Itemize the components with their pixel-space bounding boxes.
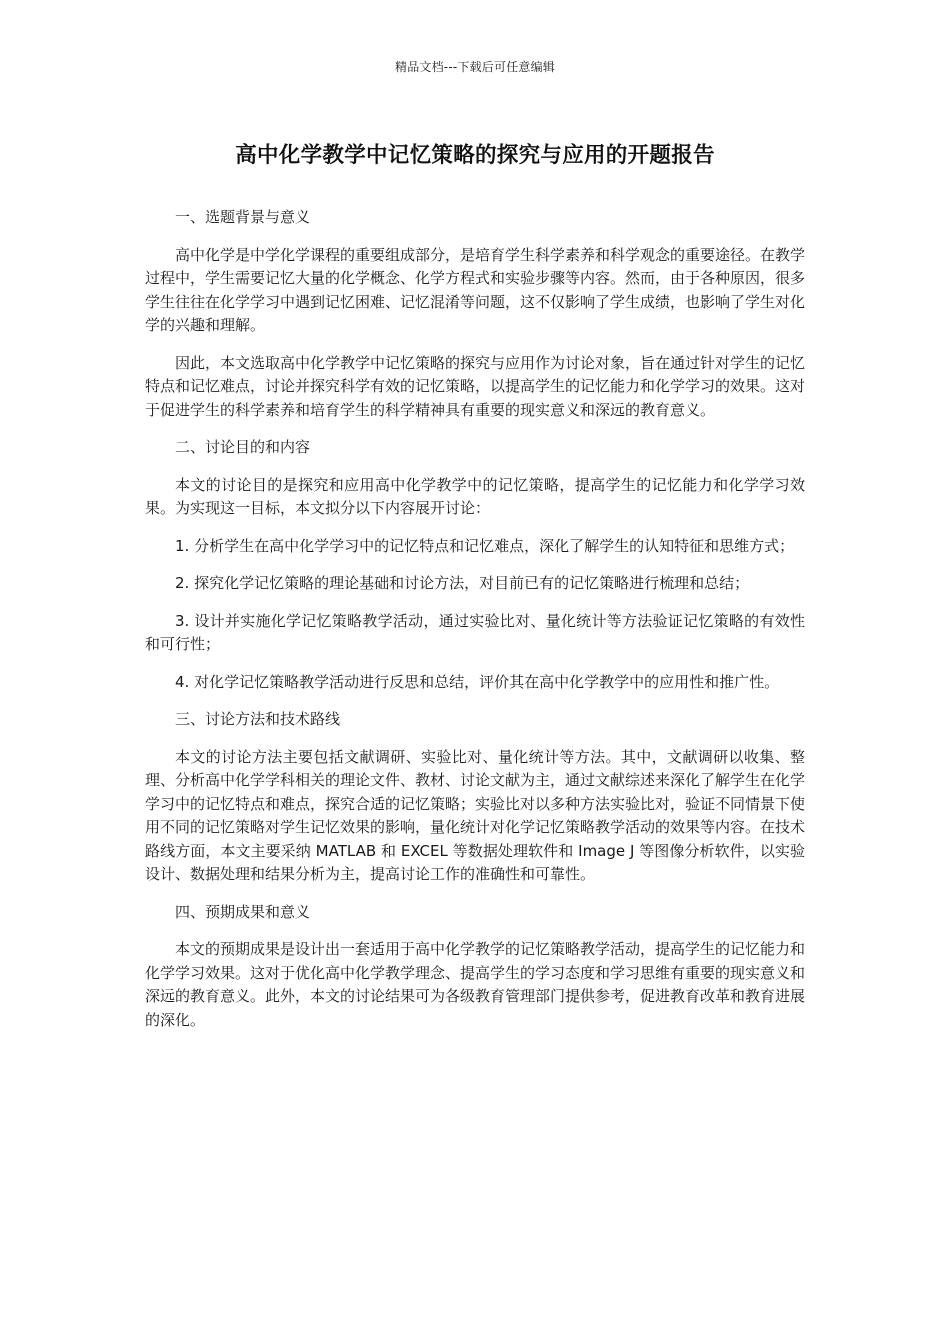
header-note: 精品文档---下载后可任意编辑: [395, 60, 555, 74]
list-item: 2. 探究化学记忆策略的理论基础和讨论方法，对目前已有的记忆策略进行梳理和总结；: [175, 574, 750, 592]
section-heading-methods: 三、讨论方法和技术路线: [175, 710, 341, 728]
paragraph: 本文的预期成果是设计出一套适用于高中化学教学的记忆策略教学活动，提高学生的记忆能力和化学学习效果。这对于优化高中化学教学理念、提高学生的学习态度和学习思维有重要的现实意义和深远的教育意义。此外，本文的讨论结果可为各级教育管理部门提供参考，促进教育改革和教育进展的深化。: [145, 940, 806, 1029]
list-item: 4. 对化学记忆策略教学活动进行反思和总结，评价其在高中化学教学中的应用性和推广性。: [175, 672, 780, 691]
paragraph: 因此，本文选取高中化学教学中记忆策略的探究与应用作为讨论对象，旨在通过针对学生的记忆特点和记忆难点，讨论并探究科学有效的记忆策略，以提高学生的记忆能力和化学学习的效果。这对于促进学生的科学素养和培育学生的科学精神具有重要的现实意义和深远的教育意义。: [145, 353, 806, 419]
list-item: 3. 设计并实施化学记忆策略教学活动，通过实验比对、量化统计等方法验证记忆策略的有效性和可行性；: [145, 611, 805, 653]
section-heading-background: 一、选题背景与意义: [175, 208, 311, 226]
paragraph: 本文的讨论方法主要包括文献调研、实验比对、量化统计等方法。其中，文献调研以收集、整理、分析高中化学学科相关的理论文件、教材、讨论文献为主，通过文献综述来深化了解学生在化学学习中的记忆特点和难点，探究合适的记忆策略；实验比对以多种方法实验比对，验证不同情景下使用不同的记忆策略对学生记忆效果的影响，量化统计对化学记忆策略教学活动的效果等内容。在技术路线方面，本文主要采纳 MATLAB 和 EXCEL 等数据处理软件和 Image J 等图像分析软件，以实验设计、数据处理和结果分析为主，提高讨论工作的准确性和可靠性。: [145, 747, 806, 883]
list-item: 1. 分析学生在高中化学学习中的记忆特点和记忆难点，深化了解学生的认知特征和思维方式；: [175, 536, 795, 555]
paragraph: 高中化学是中学化学课程的重要组成部分，是培育学生科学素养和科学观念的重要途径。在教学过程中，学生需要记忆大量的化学概念、化学方程式和实验步骤等内容。然而，由于各种原因，很多学生往往在化学学习中遇到记忆困难、记忆混淆等问题，这不仅影响了学生成绩，也影响了学生对化学的兴趣和理解。: [145, 245, 806, 334]
paragraph: 本文的讨论目的是探究和应用高中化学教学中的记忆策略，提高学生的记忆能力和化学学习效果。为实现这一目标，本文拟分以下内容展开讨论：: [145, 475, 805, 517]
section-heading-outcomes: 四、预期成果和意义: [175, 902, 311, 921]
document-body: [145, 206, 805, 1046]
section-heading-purpose: 二、讨论目的和内容: [175, 438, 311, 456]
document-title: 高中化学教学中记忆策略的探究与应用的开题报告: [235, 143, 715, 168]
